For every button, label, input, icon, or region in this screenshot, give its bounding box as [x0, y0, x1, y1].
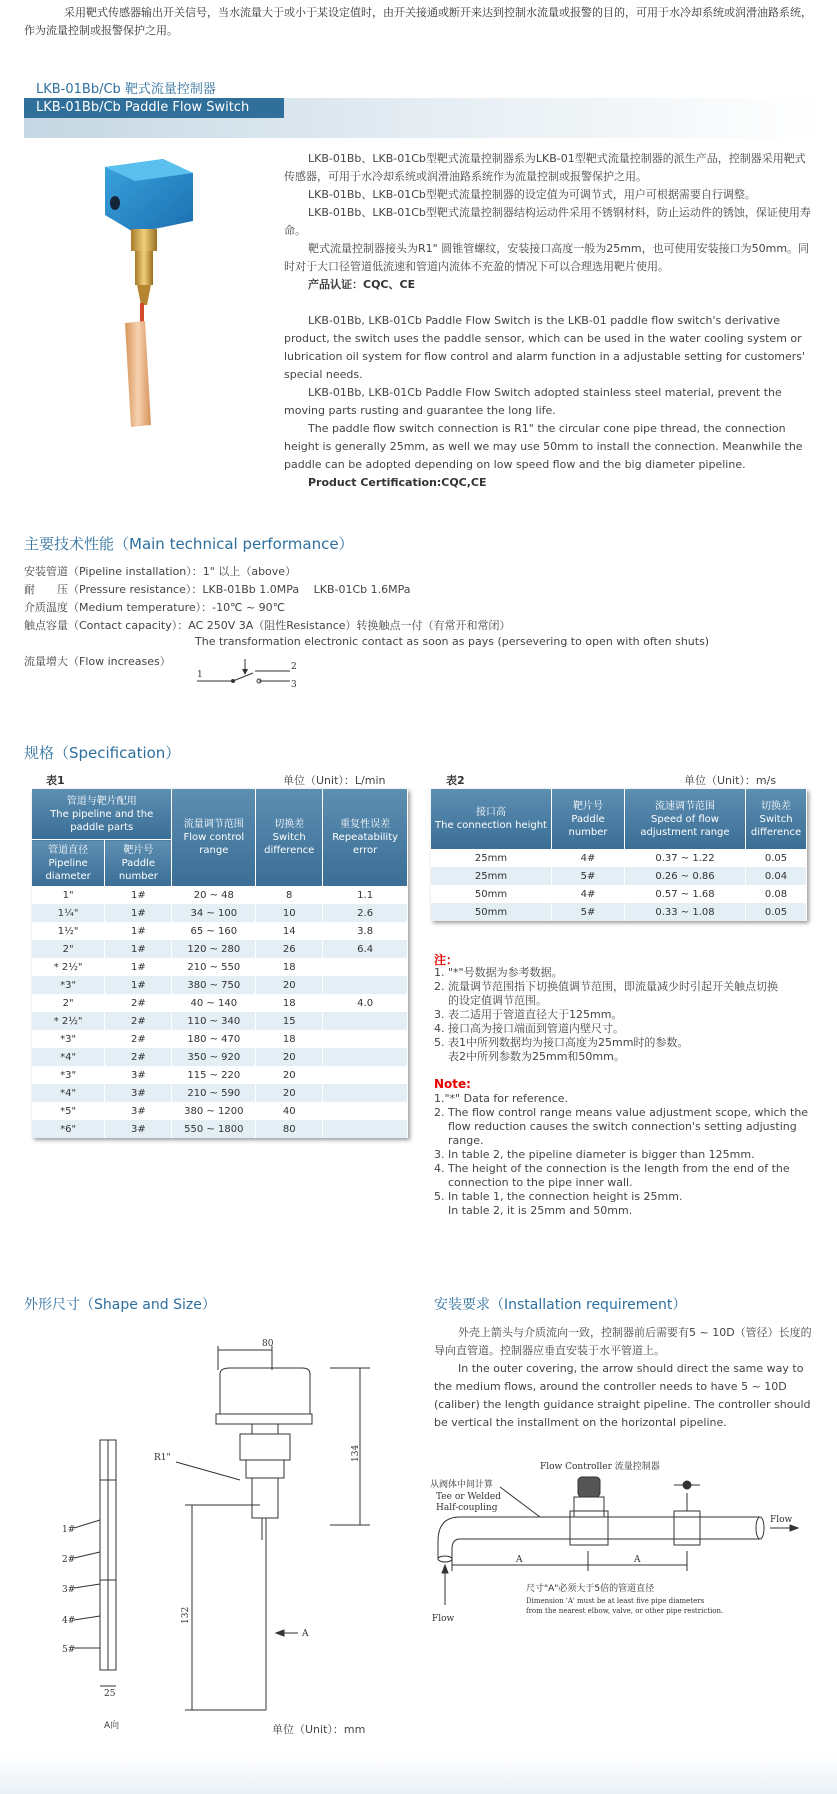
table1-cell: [323, 1102, 408, 1120]
table1-cell: [323, 1120, 408, 1138]
table1-cell: 6.4: [323, 940, 408, 958]
table1-cell: 1": [32, 886, 105, 904]
table1-cell: 40: [256, 1102, 323, 1120]
table1-cell: 110 ~ 340: [172, 1012, 256, 1030]
table1-cell: 2": [32, 994, 105, 1012]
table1-cell: 4.0: [323, 994, 408, 1012]
table2-cell: 0.37 ~ 1.22: [625, 849, 746, 867]
table1-cell: * 2½": [32, 1012, 105, 1030]
t1-group-header: 管道与靶片配用 The pipeline and the paddle parts: [32, 789, 172, 840]
table1-cell: *3": [32, 1030, 105, 1048]
product-title-cn: LKB-01Bb/Cb 靶式流量控制器: [36, 82, 216, 97]
note-en-line: connection to the pipe inner wall.: [434, 1176, 633, 1189]
table1-cell: [323, 958, 408, 976]
diag-tee2: Half-coupling: [436, 1503, 498, 1513]
notes-cn: [434, 966, 778, 1064]
table1-cell: 8: [256, 886, 323, 904]
table1-cell: 1¼": [32, 904, 105, 922]
table1-row: [32, 1012, 408, 1030]
product-description: [284, 150, 814, 492]
table1-cell: 1.1: [323, 886, 408, 904]
footer-band: [0, 1755, 837, 1794]
notes-cn-title: 注：: [434, 953, 459, 967]
table1-cell: 2#: [105, 994, 172, 1012]
table1-cell: 2": [32, 940, 105, 958]
table1-row: [32, 1084, 408, 1102]
table1-cell: [323, 1066, 408, 1084]
table1-cell: *4": [32, 1084, 105, 1102]
desc-cn-1: LKB-01Bb、LKB-01Cb型靶式流量控制器系为LKB-01型靶式流量控制器的派生产品，控制器采用靶式传感器，可用于水冷却系统或润滑油路系统作为流量控制或报警保护之用。: [284, 152, 806, 183]
table1-cell: 34 ~ 100: [172, 904, 256, 922]
table2-cell: 4#: [552, 885, 625, 903]
view-a-label: A向: [104, 1721, 120, 1730]
product-photo: [85, 155, 205, 435]
intro-text: 采用靶式传感器输出开关信号，当水流量大于或小于某设定值时，由开关接通或断开来达到控制水流量或报警的目的，可用于水冷却系统或润滑油路系统，作为流量控制或报警保护之用。: [24, 6, 812, 37]
spec-table-1: [32, 789, 408, 1138]
t1-header-diameter: 管道直径 Pipeline diameter: [32, 840, 105, 887]
table2-cell: 0.33 ~ 1.08: [625, 903, 746, 921]
table1-cell: 15: [256, 1012, 323, 1030]
table1-cell: 80: [256, 1120, 323, 1138]
note-cn-line: 3. 表二适用于管道直径大于125mm。: [434, 1008, 623, 1021]
dim-r1: R1": [154, 1453, 171, 1463]
shape-drawing: [40, 1330, 400, 1730]
table1-cell: 1½": [32, 922, 105, 940]
switch-label-3: 3: [291, 680, 297, 690]
t2-header-switch: 切换差 Switch difference: [746, 789, 807, 849]
table1-cell: 20: [256, 976, 323, 994]
notes-en-title: Note:: [434, 1077, 471, 1091]
table1-cell: 1#: [105, 958, 172, 976]
diag-flow-left: Flow: [432, 1614, 455, 1624]
table1-cell: 20: [256, 1048, 323, 1066]
note-en-line: In table 2, it is 25mm and 50mm.: [434, 1204, 633, 1217]
diag-controller: Flow Controller 流量控制器: [540, 1462, 660, 1472]
table1-cell: 20: [256, 1066, 323, 1084]
table1-cell: 18: [256, 1030, 323, 1048]
note-en-line: flow reduction causes the switch connection's setting adjusting: [434, 1120, 797, 1133]
diag-dim-cn: 尺寸"A"必须大于5倍的管道直径: [526, 1584, 655, 1594]
table1-cell: 1#: [105, 886, 172, 904]
table1-cell: 2#: [105, 1048, 172, 1066]
table2-cell: 4#: [552, 849, 625, 867]
note-en-line: 1."*" Data for reference.: [434, 1092, 569, 1105]
table2-label: 表2: [446, 774, 465, 787]
shape-heading: 外形尺寸（Shape and Size）: [24, 1297, 216, 1313]
table2-cell: 5#: [552, 903, 625, 921]
install-en: In the outer covering, the arrow should direct the same way to the medium flows, around the controller needs to have 5 ~ 10D (caliber) the length guidance straight pipeline. The controller should be vertical the installment on the horizontal pipeline.: [434, 1362, 811, 1429]
table1-cell: 3#: [105, 1066, 172, 1084]
dim-a: A: [302, 1629, 309, 1639]
desc-en-3: The paddle flow switch connection is R1" the circular cone pipe thread, the connection height is generally 25mm, as well we may use 50mm to install the connection. Meanwhile the paddle can be adopted depending on low speed flow and the big diameter pipeline.: [284, 422, 803, 471]
table2-cell: 5#: [552, 867, 625, 885]
note-cn-line: 表2中所列参数为25mm和50mm。: [434, 1050, 625, 1063]
table1-cell: 210 ~ 550: [172, 958, 256, 976]
table1-row: [32, 886, 408, 904]
paddle-label-5: 5#: [62, 1645, 76, 1655]
table1-row: [32, 922, 408, 940]
paddle-label-1: 1#: [62, 1525, 76, 1535]
table1-label: 表1: [46, 774, 65, 787]
perf-contact: 触点容量（Contact capacity）：AC 250V 3A（阻性Resistance）转换触点一付（有常开和常闭）: [24, 619, 511, 632]
table2-row: [431, 867, 807, 885]
table1-cell: 120 ~ 280: [172, 940, 256, 958]
diag-a2: A: [634, 1555, 641, 1565]
switch-label-1: 1: [197, 670, 203, 680]
desc-cn-cert: 产品认证：CQC、CE: [308, 278, 416, 291]
table1-cell: *3": [32, 976, 105, 994]
table1-row: [32, 994, 408, 1012]
table1-cell: [323, 976, 408, 994]
table1-unit: 单位（Unit）：L/min: [283, 774, 386, 787]
table1-cell: [323, 1030, 408, 1048]
table1-cell: 180 ~ 470: [172, 1030, 256, 1048]
table2-unit: 单位（Unit）：m/s: [684, 774, 777, 787]
paddle-label-4: 4#: [62, 1616, 76, 1626]
note-cn-line: 2. 流量调节范围指下切换值调节范围，即流量减少时引起开关触点切换: [434, 980, 778, 993]
switch-label-2: 2: [291, 662, 297, 672]
desc-en-cert: Product Certification:CQC,CE: [308, 476, 487, 489]
perf-pressure: 耐 压（Pressure resistance）：LKB-01Bb 1.0MPa LKB-01Cb 1.6MPa: [24, 583, 411, 596]
table1-cell: 2.6: [323, 904, 408, 922]
table1-row: [32, 976, 408, 994]
diag-flow-right: Flow: [770, 1515, 793, 1525]
table1-row: [32, 958, 408, 976]
switch-diagram: [195, 655, 305, 691]
diag-a1: A: [516, 1555, 523, 1565]
note-cn-line: 4. 接口高为接口端面到管道内壁尺寸。: [434, 1022, 624, 1035]
perf-contact-en: The transformation electronic contact as soon as pays (persevering to open with often shuts): [195, 635, 710, 648]
table1-cell: [323, 1048, 408, 1066]
product-title-en: LKB-01Bb/Cb Paddle Flow Switch: [24, 98, 284, 118]
table2-cell: 0.05: [746, 903, 807, 921]
perf-flow: 流量增大（Flow increases）: [24, 655, 171, 668]
table2-cell: 0.04: [746, 867, 807, 885]
table2-cell: 0.57 ~ 1.68: [625, 885, 746, 903]
table1-cell: 20 ~ 48: [172, 886, 256, 904]
table1-cell: 14: [256, 922, 323, 940]
table1-cell: 1#: [105, 904, 172, 922]
table1-cell: 550 ~ 1800: [172, 1120, 256, 1138]
shape-unit: 单位（Unit）：mm: [272, 1723, 366, 1736]
dim-25: 25: [104, 1689, 116, 1699]
performance-heading: 主要技术性能（Main technical performance）: [24, 535, 354, 553]
table2-row: [431, 849, 807, 867]
table1-cell: 350 ~ 920: [172, 1048, 256, 1066]
perf-temperature: 介质温度（Medium temperature）：-10℃ ~ 90℃: [24, 601, 286, 614]
diag-dim-en2: from the nearest elbow, valve, or other pipe restriction.: [526, 1607, 724, 1615]
t1-header-flow: 流量调节范围 Flow control range: [172, 789, 256, 886]
table1-cell: 10: [256, 904, 323, 922]
table1-cell: 2#: [105, 1030, 172, 1048]
note-en-line: 2. The flow control range means value adjustment scope, which the: [434, 1106, 809, 1119]
table1-row: [32, 1048, 408, 1066]
table1-cell: 115 ~ 220: [172, 1066, 256, 1084]
table1-row: [32, 904, 408, 922]
desc-en-2: LKB-01Bb, LKB-01Cb Paddle Flow Switch adopted stainless steel material, prevent the moving parts rusting and guarantee the long life.: [284, 386, 782, 417]
t2-header-speed: 流速调节范围 Speed of flow adjustment range: [625, 789, 746, 849]
dim-132: 132: [181, 1606, 191, 1624]
table1-cell: 20: [256, 1084, 323, 1102]
table1-cell: 65 ~ 160: [172, 922, 256, 940]
diag-tee1: Tee or Welded: [436, 1492, 501, 1502]
table1-cell: 18: [256, 994, 323, 1012]
table2-row: [431, 885, 807, 903]
install-heading: 安装要求（Installation requirement）: [434, 1297, 687, 1313]
table2-cell: 25mm: [431, 867, 552, 885]
table1-cell: 210 ~ 590: [172, 1084, 256, 1102]
install-diagram: [430, 1455, 820, 1635]
table1-cell: 26: [256, 940, 323, 958]
table2-cell: 0.26 ~ 0.86: [625, 867, 746, 885]
dim-80: 80: [262, 1339, 274, 1349]
note-en-line: 3. In table 2, the pipeline diameter is bigger than 125mm.: [434, 1148, 755, 1161]
table1-cell: 3.8: [323, 922, 408, 940]
desc-cn-2: LKB-01Bb、LKB-01Cb型靶式流量控制器的设定值为可调节式，用户可根据需要自行调整。: [308, 188, 756, 201]
spec-heading: 规格（Specification）: [24, 744, 181, 762]
note-cn-line: 5. 表1中所列数据均为接口高度为25mm时的参数。: [434, 1036, 689, 1049]
table1-cell: 2#: [105, 1012, 172, 1030]
table1-cell: 380 ~ 750: [172, 976, 256, 994]
t1-header-repeat: 重复性误差 Repeatability error: [323, 789, 408, 886]
table1-cell: 1#: [105, 922, 172, 940]
notes-en: [434, 1092, 808, 1218]
desc-cn-4: 靶式流量控制器接头为R1" 圆锥管螺纹，安装接口高度一般为25mm，也可使用安装接口为50mm。同时对于大口径管道低流速和管道内流体不充盈的情况下可以合理选用靶片使用。: [284, 242, 810, 273]
table2-cell: 0.08: [746, 885, 807, 903]
table1-cell: *3": [32, 1066, 105, 1084]
table1-cell: *4": [32, 1048, 105, 1066]
table2-row: [431, 903, 807, 921]
note-cn-line: 1. "*"号数据为参考数据。: [434, 966, 563, 979]
diag-dim-en1: Dimension 'A' must be at least five pipe diameters: [526, 1597, 705, 1605]
table1-cell: [323, 1012, 408, 1030]
table2-cell: 50mm: [431, 885, 552, 903]
perf-pipeline: 安装管道（Pipeline installation）：1" 以上（above）: [24, 565, 297, 578]
table1-cell: [323, 1084, 408, 1102]
dim-134: 134: [351, 1444, 361, 1462]
note-cn-line: 的设定值调节范围。: [434, 994, 547, 1007]
paddle-label-2: 2#: [62, 1555, 76, 1565]
table1-cell: 3#: [105, 1084, 172, 1102]
note-en-line: 5. In table 1, the connection height is 25mm.: [434, 1190, 683, 1203]
table2-cell: 50mm: [431, 903, 552, 921]
table1-row: [32, 1030, 408, 1048]
t1-header-switch: 切换差 Switch difference: [256, 789, 323, 886]
table1-cell: 1#: [105, 976, 172, 994]
desc-en-1: LKB-01Bb, LKB-01Cb Paddle Flow Switch is the LKB-01 paddle flow switch's derivative product, the switch uses the paddle sensor, which can be used in the water cooling system or lubrication oil system for flow control and alarm function in a adjustable setting for customers' special needs.: [284, 314, 806, 381]
table1-cell: 18: [256, 958, 323, 976]
table1-cell: 40 ~ 140: [172, 994, 256, 1012]
desc-cn-3: LKB-01Bb、LKB-01Cb型靶式流量控制器结构运动件采用不锈钢材料，防止运动件的锈蚀，保证使用寿命。: [284, 206, 811, 237]
note-en-line: range.: [434, 1134, 484, 1147]
table1-row: [32, 940, 408, 958]
table1-cell: 3#: [105, 1120, 172, 1138]
table1-cell: *6": [32, 1120, 105, 1138]
table1-cell: 380 ~ 1200: [172, 1102, 256, 1120]
table1-row: [32, 1066, 408, 1084]
table1-row: [32, 1102, 408, 1120]
spec-table-2: [431, 789, 807, 921]
table2-cell: 0.05: [746, 849, 807, 867]
table1-row: [32, 1120, 408, 1138]
paddle-label-3: 3#: [62, 1585, 76, 1595]
table1-cell: * 2½": [32, 958, 105, 976]
table1-cell: 1#: [105, 940, 172, 958]
t1-header-paddle: 靶片号 Paddle number: [105, 840, 172, 887]
install-cn: 外壳上箭头与介质流向一致，控制器前后需要有5 ~ 10D（管径）长度的导向直管道。控制器应垂直安装于水平管道上。: [434, 1326, 812, 1357]
diag-measure: 从阀体中间计算: [430, 1480, 494, 1490]
table2-cell: 25mm: [431, 849, 552, 867]
table1-cell: 3#: [105, 1102, 172, 1120]
t2-header-paddle: 靶片号 Paddle number: [552, 789, 625, 849]
table1-cell: *5": [32, 1102, 105, 1120]
note-en-line: 4. The height of the connection is the length from the end of the: [434, 1162, 790, 1175]
t2-header-height: 接口高 The connection height: [431, 789, 552, 849]
